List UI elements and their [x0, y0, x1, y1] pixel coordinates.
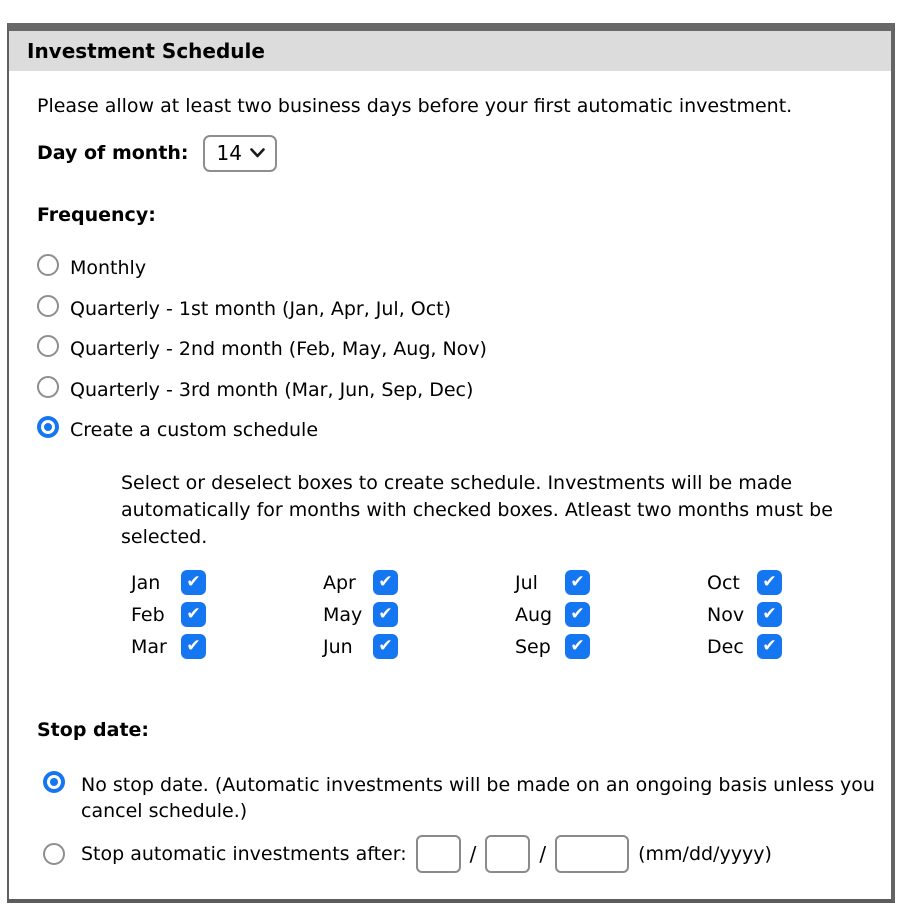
month-column-q3 — [515, 567, 707, 663]
checkbox-checked[interactable] — [757, 570, 782, 595]
stop-option-label: No stop date. (Automatic investments will be made on an ongoing basis unless you cancel schedule.) — [81, 773, 875, 823]
month-label: Feb — [131, 603, 165, 626]
month-cell-feb — [131, 599, 323, 631]
month-cell-jul — [515, 567, 707, 599]
frequency-option-quarterly-2nd[interactable] — [37, 335, 883, 363]
day-of-month-selected-value: 14 — [216, 141, 242, 166]
investment-schedule-panel — [7, 23, 895, 903]
month-cell-dec — [707, 631, 895, 663]
check-icon: ✔ — [186, 604, 201, 625]
chevron-down-icon — [250, 148, 265, 158]
month-cell-jun — [323, 631, 515, 663]
checkbox-checked[interactable] — [373, 570, 398, 595]
checkbox-checked[interactable] — [373, 602, 398, 627]
radio-button-icon[interactable] — [37, 254, 59, 276]
stop-date-heading: Stop date: — [37, 718, 150, 741]
frequency-option-label: Quarterly - 1st month (Jan, Apr, Jul, Oct) — [70, 297, 452, 320]
radio-button-selected-icon[interactable] — [43, 771, 65, 793]
check-icon: ✔ — [186, 572, 201, 593]
stop-year-input[interactable] — [555, 835, 629, 873]
month-label: Jun — [323, 635, 353, 658]
month-cell-may — [323, 599, 515, 631]
radio-button-icon[interactable] — [37, 335, 59, 357]
checkbox-checked[interactable] — [565, 634, 590, 659]
month-cell-jan — [131, 567, 323, 599]
month-label: Dec — [707, 635, 744, 658]
day-of-month-row — [37, 135, 883, 172]
frequency-option-label: Monthly — [70, 256, 147, 279]
day-of-month-label: Day of month: — [37, 142, 189, 165]
checkbox-checked[interactable] — [757, 602, 782, 627]
month-label: May — [323, 603, 363, 626]
frequency-option-custom-schedule[interactable] — [37, 416, 883, 444]
check-icon: ✔ — [762, 572, 777, 593]
check-icon: ✔ — [378, 636, 393, 657]
frequency-option-quarterly-3rd[interactable] — [37, 376, 883, 404]
checkbox-checked[interactable] — [181, 570, 206, 595]
month-label: Aug — [515, 603, 553, 626]
month-column-q2 — [323, 567, 515, 663]
month-label: Apr — [323, 571, 356, 594]
page-title: Investment Schedule — [27, 39, 265, 63]
month-cell-sep — [515, 631, 707, 663]
radio-button-icon[interactable] — [37, 376, 59, 398]
stop-month-input[interactable] — [416, 835, 461, 873]
frequency-option-label: Quarterly - 3rd month (Mar, Jun, Sep, Dec) — [70, 378, 474, 401]
checkbox-checked[interactable] — [757, 634, 782, 659]
stop-day-input[interactable] — [485, 835, 530, 873]
month-cell-oct — [707, 567, 895, 599]
frequency-option-quarterly-1st[interactable] — [37, 295, 883, 323]
month-label: Oct — [707, 571, 740, 594]
checkbox-checked[interactable] — [373, 634, 398, 659]
radio-button-icon[interactable] — [37, 295, 59, 317]
stop-option-stop-after[interactable] — [43, 835, 883, 873]
day-of-month-select[interactable] — [203, 135, 277, 172]
month-label: Mar — [131, 635, 167, 658]
check-icon: ✔ — [570, 636, 585, 657]
panel-header — [9, 31, 891, 71]
month-label: Nov — [707, 603, 745, 626]
date-separator: / — [469, 842, 477, 867]
stop-after-label: Stop automatic investments after: — [81, 843, 407, 866]
month-cell-nov — [707, 599, 895, 631]
frequency-option-label: Quarterly - 2nd month (Feb, May, Aug, Nov) — [70, 338, 487, 361]
check-icon: ✔ — [378, 572, 393, 593]
month-cell-apr — [323, 567, 515, 599]
checkbox-checked[interactable] — [181, 602, 206, 627]
check-icon: ✔ — [570, 572, 585, 593]
check-icon: ✔ — [762, 636, 777, 657]
check-icon: ✔ — [570, 604, 585, 625]
month-cell-aug — [515, 599, 707, 631]
radio-button-selected-icon[interactable] — [37, 416, 59, 438]
stop-date-options — [43, 771, 883, 873]
intro-text: Please allow at least two business days before your first automatic investment. — [37, 95, 793, 117]
stop-option-no-stop-date[interactable] — [43, 771, 883, 825]
check-icon: ✔ — [762, 604, 777, 625]
month-label: Jan — [131, 571, 161, 594]
frequency-options — [37, 254, 883, 444]
checkbox-checked[interactable] — [565, 602, 590, 627]
frequency-option-label: Create a custom schedule — [70, 419, 319, 442]
date-separator: / — [539, 842, 547, 867]
radio-button-icon[interactable] — [43, 843, 65, 865]
month-cell-mar — [131, 631, 323, 663]
checkbox-checked[interactable] — [181, 634, 206, 659]
month-column-q4 — [707, 567, 895, 663]
month-column-q1 — [131, 567, 323, 663]
custom-schedule-description: Select or deselect boxes to create schedule. Investments will be made automatically for months with checked boxes. Atleast two months must be selected. — [121, 471, 833, 548]
frequency-heading: Frequency: — [37, 203, 156, 226]
check-icon: ✔ — [186, 636, 201, 657]
month-label: Jul — [515, 571, 538, 594]
date-format-hint: (mm/dd/yyyy) — [638, 843, 772, 866]
checkbox-checked[interactable] — [565, 570, 590, 595]
frequency-option-monthly[interactable] — [37, 254, 883, 282]
check-icon: ✔ — [378, 604, 393, 625]
month-label: Sep — [515, 635, 551, 658]
custom-schedule-block — [121, 470, 883, 663]
month-checkbox-grid — [131, 567, 883, 663]
